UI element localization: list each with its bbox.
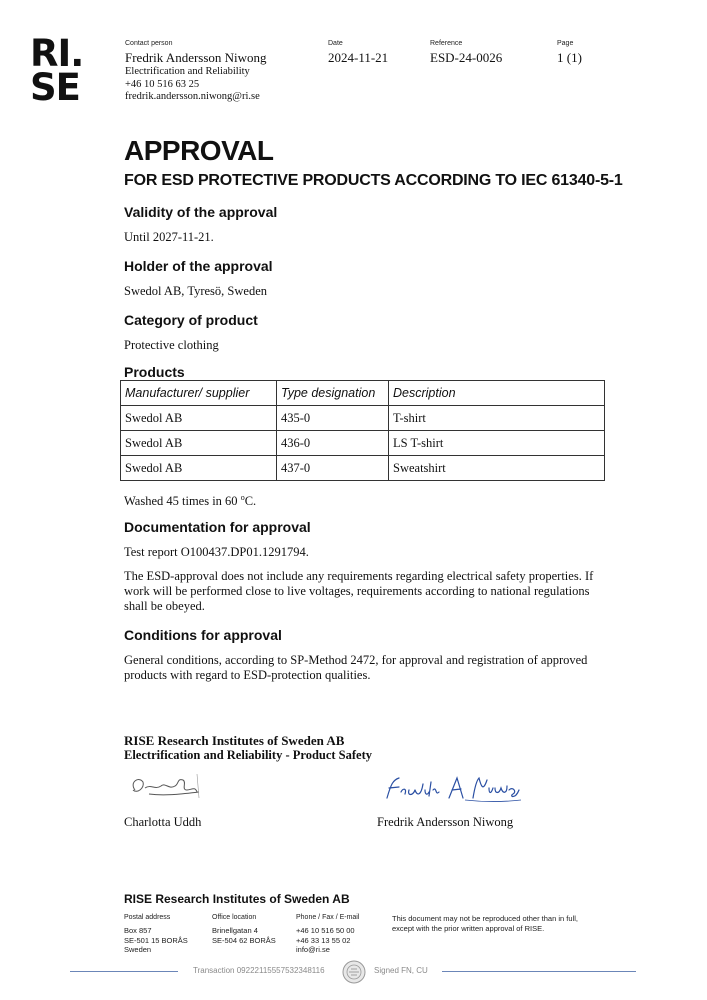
validity-text: Until 2027-11-21. — [124, 230, 214, 244]
office-label: Office location — [212, 914, 257, 921]
transaction-line-right — [442, 971, 636, 972]
handwritten-signature-icon — [125, 768, 205, 804]
signer-name-2: Fredrik Andersson Niwong — [377, 815, 514, 829]
column-header: Type designation — [277, 381, 389, 406]
contact-details — [125, 66, 260, 104]
date-label: Date — [328, 40, 343, 47]
transaction-line-left — [70, 971, 178, 972]
transaction-id: Transaction 09222115557532348116 — [193, 966, 325, 975]
postal-label: Postal address — [124, 914, 171, 921]
office-address — [212, 926, 276, 945]
fax-number: +46 33 13 55 02 — [296, 935, 351, 945]
esd-disclaimer-line: shall be obeyed. — [124, 599, 205, 613]
validity-heading: Validity of the approval — [124, 204, 278, 220]
signing-seal-icon — [342, 960, 366, 989]
contact-phone: +46 10 516 63 25 — [125, 78, 200, 90]
table-cell: 435-0 — [277, 406, 389, 431]
postal-line: Sweden — [124, 945, 152, 954]
esd-disclaimer-line: The ESD-approval does not include any requirements regarding electrical safety properties. If — [124, 569, 594, 583]
document-subtitle: FOR ESD PROTECTIVE PRODUCTS ACCORDING TO IEC 61340-5-1 — [124, 172, 623, 189]
contact-numbers — [296, 926, 355, 955]
degree-sup: o — [240, 493, 245, 502]
notice-line: except with the prior written approval of RISE. — [392, 923, 545, 933]
phone-label: Phone / Fax / E-mail — [296, 914, 360, 921]
date-value: 2024-11-21 — [328, 50, 389, 65]
conditions-line: General conditions, according to SP-Method 2472, for approval and registration of approved — [124, 653, 588, 667]
table-cell: LS T-shirt — [389, 431, 605, 456]
page-value: 1 (1) — [557, 50, 582, 65]
column-header: Manufacturer/ supplier — [121, 381, 277, 406]
category-heading: Category of product — [124, 312, 258, 328]
postal-line: SE-501 15 BORÅS — [124, 935, 188, 945]
signing-division: Electrification and Reliability - Product Safety — [124, 748, 373, 762]
table-cell: Sweatshirt — [389, 456, 605, 481]
reference-value: ESD-24-0026 — [430, 50, 503, 65]
table-cell: Swedol AB — [121, 406, 277, 431]
washing-note-text: Washed 45 times in 60 — [124, 494, 241, 509]
category-text: Protective clothing — [124, 338, 219, 352]
table-cell: Swedol AB — [121, 456, 277, 481]
signing-organization: RISE Research Institutes of Sweden AB — [124, 733, 345, 748]
washing-note-unit: C. — [244, 494, 257, 509]
table-cell: T-shirt — [389, 406, 605, 431]
email-address: info@ri.se — [296, 945, 330, 954]
conditions-heading: Conditions for approval — [124, 627, 282, 643]
esd-disclaimer-line: work will be performed close to live voltages, requirements according to national regulations — [124, 584, 590, 598]
signature-charlotta — [125, 768, 205, 809]
table-row — [121, 456, 605, 481]
table-row — [121, 431, 605, 456]
reference-label: Reference — [430, 40, 463, 47]
document-title: APPROVAL — [124, 135, 274, 166]
products-table — [120, 380, 605, 481]
esd-disclaimer — [124, 569, 593, 614]
office-line: SE-504 62 BORÅS — [212, 935, 276, 945]
washing-note — [124, 490, 256, 509]
test-report-text: Test report O100437.DP01.1291794. — [124, 545, 309, 559]
contact-email: fredrik.andersson.niwong@ri.se — [125, 91, 260, 102]
logo-line-1: RI. — [30, 32, 84, 75]
phone-number: +46 10 516 50 00 — [296, 926, 355, 935]
table-cell: 437-0 — [277, 456, 389, 481]
office-line: Brinellgatan 4 — [212, 926, 258, 935]
table-header-row — [121, 381, 605, 406]
contact-department: Electrification and Reliability — [125, 66, 250, 77]
notice-line: This document may not be reproduced other than in full, — [392, 914, 578, 923]
reproduction-notice — [392, 914, 578, 933]
page-label: Page — [557, 40, 574, 47]
contact-label: Contact person — [125, 40, 173, 47]
conditions-text — [124, 653, 587, 683]
table-row — [121, 406, 605, 431]
postal-line: Box 857 — [124, 926, 152, 935]
table-cell: Swedol AB — [121, 431, 277, 456]
holder-text: Swedol AB, Tyresö, Sweden — [124, 284, 267, 298]
products-heading: Products — [124, 364, 185, 380]
rise-logo — [30, 32, 84, 109]
handwritten-signature-icon — [383, 772, 523, 806]
signature-fredrik — [383, 772, 523, 811]
logo-line-2: SE — [30, 66, 80, 109]
signed-by: Signed FN, CU — [374, 966, 428, 975]
column-header: Description — [389, 381, 605, 406]
documentation-heading: Documentation for approval — [124, 519, 311, 535]
holder-heading: Holder of the approval — [124, 258, 273, 274]
signer-name-1: Charlotta Uddh — [124, 815, 202, 829]
conditions-line: products with regard to ESD-protection qualities. — [124, 668, 371, 682]
table-cell: 436-0 — [277, 431, 389, 456]
footer-title: RISE Research Institutes of Sweden AB — [124, 892, 350, 906]
contact-name: Fredrik Andersson Niwong — [125, 50, 267, 65]
postal-address — [124, 926, 188, 955]
